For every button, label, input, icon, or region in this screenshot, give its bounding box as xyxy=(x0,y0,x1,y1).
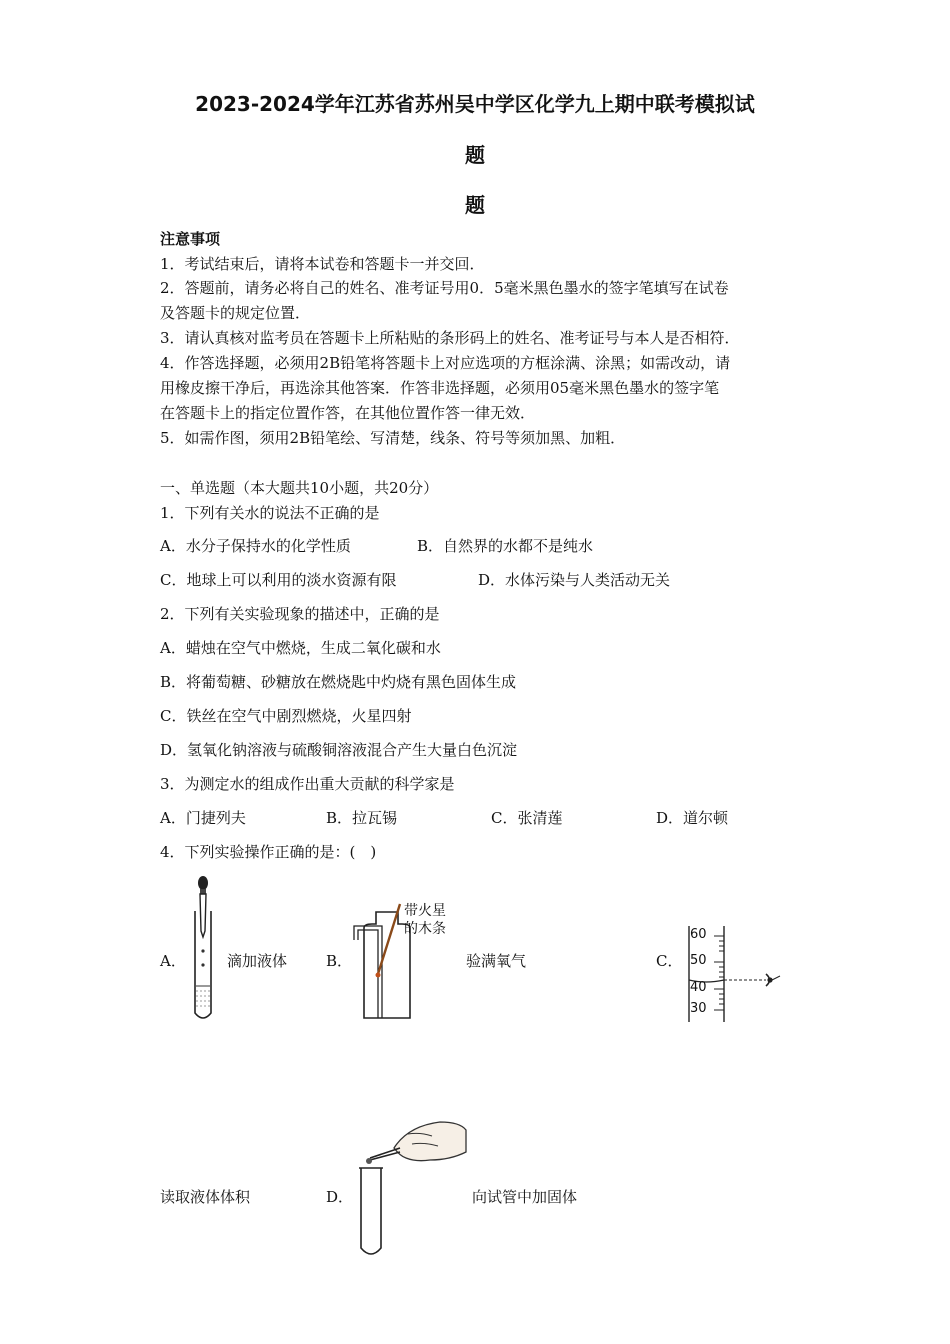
dropper-in-test-tube-figure xyxy=(188,873,222,1023)
q3-option-c: C．张清莲 xyxy=(491,809,563,827)
q1-stem: 1．下列有关水的说法不正确的是 xyxy=(160,504,380,522)
q4-option-b-label: 验满氧气 xyxy=(466,952,527,970)
note-line: 3．请认真核对监考员在答题卡上所粘贴的条形码上的姓名、准考证号与本人是否相符． xyxy=(160,329,740,347)
note-line: 2．答题前，请务必将自己的姓名、准考证号用0．5毫米黑色墨水的签字笔填写在试卷 xyxy=(160,279,729,297)
q3-stem: 3．为测定水的组成作出重大贡献的科学家是 xyxy=(160,775,455,793)
notes-heading: 注意事项 xyxy=(160,230,221,248)
q1-option-b: B．自然界的水都不是纯水 xyxy=(417,537,594,555)
note-line: 及答题卡的规定位置． xyxy=(160,304,311,322)
q4-option-c-label: 读取液体体积 xyxy=(160,1188,251,1206)
q2-option-d: D．氢氧化钠溶液与硫酸铜溶液混合产生大量白色沉淀 xyxy=(160,741,518,759)
splint-caption-line-1: 带火星 xyxy=(404,903,446,919)
q1-option-a: A．水分子保持水的化学性质 xyxy=(160,537,351,555)
page-title-cont-2: 题 xyxy=(465,193,485,217)
q4-option-c-letter: C． xyxy=(656,952,683,970)
q4-option-d-label: 向试管中加固体 xyxy=(472,1188,578,1206)
section-heading: 一、单选题（本大题共10小题，共20分） xyxy=(160,479,439,497)
q4-option-b-letter: B． xyxy=(326,952,353,970)
note-line: 1．考试结束后，请将本试卷和答题卡一并交回． xyxy=(160,255,485,273)
note-line: 用橡皮擦干净后，再选涂其他答案．作答非选择题，必须用05毫米黑色墨水的签字笔 xyxy=(160,379,720,397)
q2-stem: 2．下列有关实验现象的描述中，正确的是 xyxy=(160,605,440,623)
tweezers-test-tube-figure xyxy=(356,1118,468,1260)
cylinder-tick-40: 40 xyxy=(690,980,707,995)
cylinder-tick-60: 60 xyxy=(690,927,707,942)
q3-option-a: A．门捷列夫 xyxy=(160,809,246,827)
splint-caption-line-2: 的木条 xyxy=(404,921,446,937)
note-line: 5．如需作图，须用2B铅笔绘、写清楚，线条、符号等须加黑、加粗． xyxy=(160,429,626,447)
cylinder-tick-30: 30 xyxy=(690,1001,707,1016)
q4-option-a-label: 滴加液体 xyxy=(227,952,288,970)
q4-option-a-letter: A． xyxy=(160,952,186,970)
page-title-cont: 题 xyxy=(465,143,485,167)
q2-option-a: A．蜡烛在空气中燃烧，生成二氧化碳和水 xyxy=(160,639,441,657)
q4-stem: 4．下列实验操作正确的是：( ) xyxy=(160,843,377,861)
q4-option-d-letter: D． xyxy=(326,1188,354,1206)
q2-option-c: C．铁丝在空气中剧烈燃烧，火星四射 xyxy=(160,707,412,725)
q3-option-d: D．道尔顿 xyxy=(656,809,729,827)
q2-option-b: B．将葡萄糖、砂糖放在燃烧匙中灼烧有黑色固体生成 xyxy=(160,673,517,691)
q3-option-b: B．拉瓦锡 xyxy=(326,809,398,827)
splint-caption xyxy=(404,902,446,938)
page-title: 2023-2024学年江苏省苏州吴中学区化学九上期中联考模拟试 xyxy=(195,92,755,116)
note-line: 在答题卡上的指定位置作答，在其他位置作答一律无效． xyxy=(160,404,536,422)
q1-option-d: D．水体污染与人类活动无关 xyxy=(478,571,671,589)
note-line: 4．作答选择题，必须用2B铅笔将答题卡上对应选项的方框涂满、涂黑；如需改动，请 xyxy=(160,354,731,372)
cylinder-tick-50: 50 xyxy=(690,953,707,968)
q1-option-c: C．地球上可以利用的淡水资源有限 xyxy=(160,571,397,589)
